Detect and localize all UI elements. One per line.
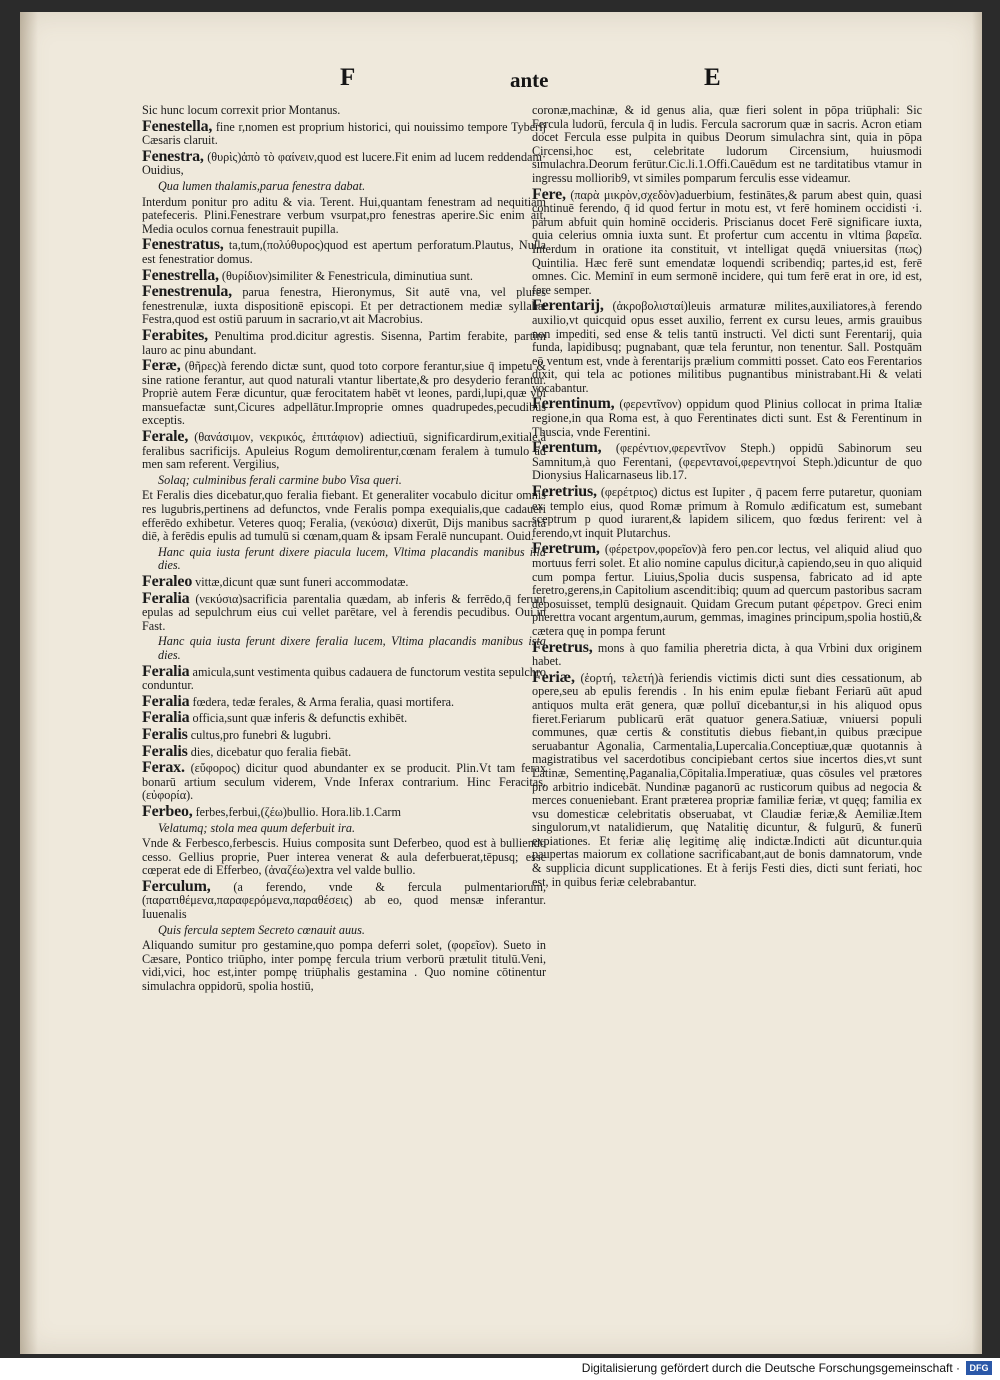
- dictionary-entry: [142, 196, 546, 237]
- entry-text: fine r,nomen est proprium historici, qui nouissimo tempore Tyberij Cæsaris claruit.: [142, 119, 546, 148]
- entry-text: (θυρὶς)ἀπὸ τὸ φαίνειν,quod est lucere.Fit enim ad lucem reddendam· Ouidius,: [142, 149, 547, 178]
- entry-headword: Feralis: [142, 725, 188, 743]
- dictionary-entry: [532, 104, 922, 186]
- dictionary-entry: [142, 761, 546, 803]
- dfg-logo: DFG: [966, 1361, 992, 1375]
- dictionary-entry: [142, 474, 546, 488]
- dictionary-entry: [142, 180, 546, 194]
- dictionary-entry: [142, 877, 547, 922]
- dictionary-entry: [532, 668, 922, 890]
- running-head: [20, 64, 982, 104]
- dictionary-entry: [142, 266, 546, 284]
- footer-credit: Digitalisierung gefördert durch die Deutsche Forschungsgemeinschaft ·: [581, 1361, 960, 1375]
- entry-headword: Feriæ,: [532, 668, 575, 686]
- entry-headword: Fenestra,: [142, 147, 204, 165]
- entry-headword: Feralia: [142, 589, 190, 607]
- entry-text: (θανάσιμον, νεκρικός, ἐπιτάφιον) adiectiuū, significardirum,exitiale,à feralibus sacrificijs. Apuleius Rogum demolirentur,cœnam feralem à tumulo ad men sam referent. Vergilius,: [142, 430, 547, 472]
- entry-text: ta,tum,(πολύθυρος)quod est apertum perforatum.Plautus, Nulla est fenestratior domus.: [142, 238, 546, 266]
- dictionary-entry: [532, 397, 922, 439]
- entry-text: Quis fercula septem Secreto cœnauit auus.: [158, 922, 365, 937]
- dictionary-entry: [142, 822, 546, 836]
- entry-text: Qua lumen thalamis,parua fenestra dabat.: [158, 178, 366, 193]
- entry-text: (θυρίδιον)similiter & Fenestricula, diminutiua sunt.: [221, 268, 473, 283]
- dictionary-entry: [142, 802, 546, 820]
- entry-headword: Feralia: [142, 709, 190, 727]
- dictionary-entry: [142, 104, 546, 118]
- dictionary-entry: [142, 692, 546, 710]
- entry-text: Aliquando sumitur pro gestamine,quo pompa deferri solet, (φορεῖον). Sueto in Cæsare, Pontico triūpho, inter pompę fercula trium verborū prætulit titulū.Veni, vidi,vici, hoc est,inter pompę triūphalis gestamina . Quo nomine cōtinentur simulachra oppidorū, spolia hostiū,: [142, 938, 546, 994]
- entry-text: Hanc quia iusta ferunt dixere feralia lucem, Vltima placandis manibus ista dies.: [158, 634, 546, 662]
- dictionary-entry: [142, 662, 547, 693]
- dictionary-entry: [142, 489, 546, 543]
- dictionary-entry: [142, 147, 547, 178]
- entry-text: (ἀκροβολισταί)leuis armaturæ milites,auxiliatores,à ferendo auxilio,vt quicquid opus esset auxilio, ferrent ex cursu leues, armis grauibus non impediti, sed ense & telis tantū instructi. Vel dicti sunt Ferentarij, quia funda, lapidibusq; pugnabant, quæ tela feruntur, non tenentur. Sall. Postquām eō ventum est, vnde à ferentarijs prælium committi posset. Cato eos Ferentarios dixit, qui tela ac potiones militibus pugnantibus ministrabant.Hi & velati vocabantur.: [532, 299, 922, 395]
- left-column: [142, 104, 546, 996]
- dictionary-entry: [142, 575, 546, 590]
- entry-text: (εὔφορος) dicitur quod abundanter ex se producit. Plin.Vt tam ferax bonarū artium seculum viderem, Vnde Inferax contrarium. Hinc Feracitas, (εὐφορία).: [142, 761, 547, 803]
- dictionary-entry: [142, 742, 546, 760]
- dictionary-entry: [142, 837, 546, 878]
- entry-headword: Feretrius,: [532, 483, 597, 501]
- entry-headword: Ferax.: [142, 759, 185, 777]
- dictionary-entry: [142, 725, 546, 743]
- entry-headword: Ferentinum,: [532, 395, 615, 413]
- entry-headword: Feralia: [142, 692, 190, 710]
- entry-headword: Feraleo: [142, 573, 193, 590]
- dictionary-entry: [532, 185, 922, 298]
- entry-text: (φερεντῖνον) oppidum quod Plinius collocat in prima Italiæ regione,in qua Roma est, à quo Ferentinates dicti sunt. Est & Ferentinum in Thuscia, vnde Ferentini.: [532, 397, 923, 439]
- entry-text: amicula,sunt vestimenta quibus cadauera de functorum vestita sepulchro conduntur.: [142, 664, 547, 693]
- dictionary-entry: [142, 939, 546, 993]
- entry-headword: Feretrus,: [532, 638, 593, 656]
- dictionary-entry: [142, 359, 546, 428]
- entry-headword: Feretrum,: [532, 540, 600, 558]
- entry-text: Velatumq; stola mea quum deferbuit ira.: [158, 820, 356, 835]
- entry-text: mons à quo familia pheretria dicta, à qua Vrbini dux originem habet.: [532, 640, 923, 669]
- dictionary-entry: [532, 299, 922, 395]
- dictionary-entry: [532, 542, 922, 638]
- entry-text: Penultima prod.dicitur agrestis. Sisenna, Partim ferabite, partim lauro ac pinu abundant.: [142, 328, 546, 357]
- entry-text: parua fenestra, Hieronymus, Sit autē vna, vel plures fenestrenulæ, iuxta dispositionē episcopi. Et per detractionem mediæ syllabæ Festra,quod est ostiū paruum in sacrario,vt ait Macrobius.: [142, 285, 546, 327]
- entry-headword: Ferentum,: [532, 439, 602, 457]
- dictionary-entry: [142, 924, 546, 938]
- running-head-center: ante: [510, 68, 549, 92]
- entry-headword: Feralis: [142, 742, 188, 760]
- entry-text: (φερέτριος) dictus est Iupiter , q̄ pacem ferre putaretur, quoniam ex templo eius, quod Romæ primum à Romulo ædificatum est, sumebant sceptrum p quod iurarent,& lapidem silicem, quo fœdus ferirent: vel à ferendo,vt inquit Plutarchus.: [532, 485, 922, 540]
- dictionary-entry: [142, 326, 546, 357]
- entry-text: coronæ,machinæ, & id genus alia, quæ fieri solent in pōpa triūphali: Sic Fercula ludorū, fercula q̄ in ludis. Fercula sacrorum quæ in sacris. Acron etiam docet Fercula esse pulpita in quibus Deorum simulachra sint, quia in pōpa Circensi,hoc est, celebritate ludorum Circensium, huiusmodi simulachra.Deorum ferūtur.Cic.li.1.Offi.Cauēdum est ne tarditatibus vtamur in ingressu molliorib9, vt similes pomparum ferculis esse videamur.: [532, 103, 922, 185]
- entry-headword: Ferbeo,: [142, 802, 193, 820]
- running-head-left: F: [340, 64, 356, 91]
- entry-text: fœdera, tedæ ferales, & Arma feralia, quasi mortifera.: [192, 694, 455, 709]
- entry-text: (a ferendo, vnde & fercula pulmentariorum,(παρατιθέμενα,παραφερόμενα,παραθέσεις) ab eo, quod mensæ inferantur. Iuuenalis: [142, 879, 547, 922]
- entry-headword: Fere,: [532, 185, 566, 203]
- entry-headword: Ferabites,: [142, 326, 208, 344]
- dictionary-entry: [142, 635, 546, 662]
- entry-text: ferbes,ferbui,(ζέω)bullio. Hora.lib.1.Carm: [195, 804, 401, 819]
- entry-text: (φέρετρον,φορεῖον)à fero pen.cor lectus, vel aliquid aliud quo mortuus ferri solet. Et alio nomine capulus dicitur,à capiendo,seu in quo aliquid cum pompa fertur. Liuius,Spolia ducis suspensa, fabricato ad id apte feretro,gerens,in Capitolium ascendit:ibiq; quum ad quercum pastoribus sacram deposuisset, templū designauit. Quidam Grecum putant φέρετρον. Greci enim pherettra vocant argentum,aurum, gemmas, imagines principum,spolia hostiū,& cætera quę in pompa ferunt: [532, 542, 922, 638]
- entry-text: (νεκύσια)sacrificia parentalia quædam, ab inferis & ferrēdo,q̄ ferunt epulas ad sepulchrum eius cui vellet parētare, vel à ferendis pecudibus. Oui.in Fast.: [142, 591, 547, 633]
- entry-headword: Feralia: [142, 662, 190, 680]
- dictionary-entry: [142, 711, 546, 726]
- footer-bar: [0, 1358, 1000, 1380]
- entry-text: Solaq; culminibus ferali carmine bubo Visa queri.: [158, 472, 402, 487]
- entry-text: cultus,pro funebri & lugubri.: [190, 727, 332, 742]
- entry-headword: Fenestratus,: [142, 236, 224, 254]
- dictionary-entry: [532, 441, 922, 483]
- dictionary-entry: [142, 546, 546, 573]
- entry-text: Et Feralis dies dicebatur,quo feralia fiebant. Et generaliter vocabulo dicitur omnis res lugubris,pertinens ad defunctos, vnde Feralis pompa exequialis,que cadaueri efferēdo exhibetur. Veteres quoq; Feralia, (νεκύσια) dixerūt, Dijs manibus sacratā diē, à ferēdis epulis ad tumulū si cœnam,quam & ipsam Feralē nuncupant. Ouid.: [142, 488, 546, 544]
- book-page: [20, 12, 982, 1354]
- entry-headword: Fenestrenula,: [142, 283, 232, 301]
- entry-text: (παρὰ μικρὸν,σχεδὸν)aduerbium, festinātes,& parum abest quin, quasi continuē ferendo, q̄ id quod fertur in motu est, vt ferē hominem occidisti ·i. parum abfuit quin hominē occideris. Priscianus docet Ferē significare iuxta, quia celerius omnia iuxta sunt. Et profertur cum accentu in vltima βαρεῖα. Interdum in oratione ita constituit, vt intelligat quędā vniuersitas (πως) Quintilia. Hæc ferē sunt emendatæ loquendi scribendiq; partes,id est, ferē omnes. Cic. Meminī in eum sermonē incidere, qui tum ferē erat in ore, id est, fere semper.: [532, 187, 922, 297]
- entry-headword: Fenestrella,: [142, 266, 219, 284]
- dictionary-entry: [142, 238, 546, 266]
- entry-headword: Ferentarij,: [532, 297, 604, 315]
- entry-text: (φερέντιον,φερεντῖνον Steph.) oppidū Sabinorum seu Samnitum,à quo Ferentani, (φερεντανοί,φερεντηνοί Steph.)dicuntur de quo Dionysius Halicarnaseus lib.17.: [532, 441, 922, 483]
- entry-text: Vnde & Ferbesco,ferbescis. Huius composita sunt Deferbeo, quod est à bulliendo cesso. Gellius proprie, Puer interea venerat & aula deferbuerat,tēpusq; esse cœperat ede di Efferbeo, (ἀναζέω)extra vel valde bullio.: [142, 836, 546, 878]
- entry-headword: Fenestella,: [142, 117, 213, 135]
- entry-text: dies, dicebatur quo feralia fiebāt.: [190, 744, 352, 759]
- dictionary-entry: [532, 638, 923, 669]
- entry-text: (θῆρες)à ferendo dictæ sunt, quod toto corpore ferantur,siue q̄ impetu & sine ratione ferantur, aut quod naturali vtantur libertate,& pro desyderio ferantur. Propriè autem Feræ dicuntur, quæ ferocitatem habēt vt leones, pardi,lupi,quæ vbi mansuefactæ sunt,Cicures adpellātur.Improprie omnes quadrupedes,pecudibus exceptis.: [142, 359, 547, 428]
- entry-headword: Ferculum,: [142, 877, 211, 895]
- entry-headword: Feræ,: [142, 357, 181, 375]
- entry-text: Hanc quia iusta ferunt dixere piacula lucem, Vltima placandis manibus illa dies.: [158, 544, 546, 573]
- running-head-right: E: [704, 64, 721, 91]
- dictionary-entry: [142, 117, 546, 148]
- dictionary-entry: [532, 485, 922, 540]
- entry-text: vittæ,dicunt quæ sunt funeri accommodatæ.: [195, 575, 409, 589]
- dictionary-entry: [142, 589, 547, 634]
- entry-text: (ἑορτή, τελετή)à feriendis victimis dicti sunt dies cessationum, ab opere,seu ab epulis ferendis . In his enim epulæ fiebant Feriarū aūt apud antiquos multa erāt genera, quæ polluī dicebantur,si in his aliquod opus fieret.Feriarum publicarū erāt quatuor genera.Satiuæ, vniuersi populi communes, quæ certis & constitutis diebus fiebant,in quibus præcipue seruabantur Agonalia, Carmentalia,Lupercalia.Conceptiuæ,quæ quotannis à magistratibus vel sacerdotibus concipiebant certos siue incertos dies,vt sunt Latinæ, Sementinę,Paganalia,Cōpitalia.Imperatiuæ, quas cōsules vel prætores pro arbitrio indicebāt. Nundinæ paganorū ac rusticorum quibus ad negocia & merces conueniebant. Erant præterea propriæ familiæ feriæ, vt quęq; familia ex vsu domesticæ celebritatis obseruabat, vt Claudiæ feriæ,& Aemiliæ.Item singulorum,vt natalidierum, quę Natalitię dicuntur, & fulgurū, & funerū expiationes. Et feriæ alię legitimę alię indictæ.Indicti aūt dicuntur.quia paupertas maiorum ex collatione sacrificabant,aut de bonis damnatorum, vnde & supplicia dicunt supplicationes. Et à ferijs Festi dies, dicti sunt feriati, hoc est, in quibus feriæ celebrabantur.: [532, 670, 922, 889]
- right-column: [532, 104, 922, 891]
- entry-text: Interdum ponitur pro aditu & via. Terent. Hui,quantam fenestram ad nequitiam patefeceris. Plini.Fenestrare verbum vsurpat,pro fenestras aperire.Sic enim ait, Media oculos cornua fenestrauit pupilla.: [142, 194, 546, 236]
- dictionary-entry: [142, 430, 546, 472]
- entry-text: officia,sunt quæ inferis & defunctis exhibēt.: [192, 711, 408, 726]
- dictionary-entry: [142, 285, 546, 327]
- entry-headword: Ferale,: [142, 428, 189, 446]
- entry-text: Sic hunc locum correxit prior Montanus.: [142, 103, 341, 117]
